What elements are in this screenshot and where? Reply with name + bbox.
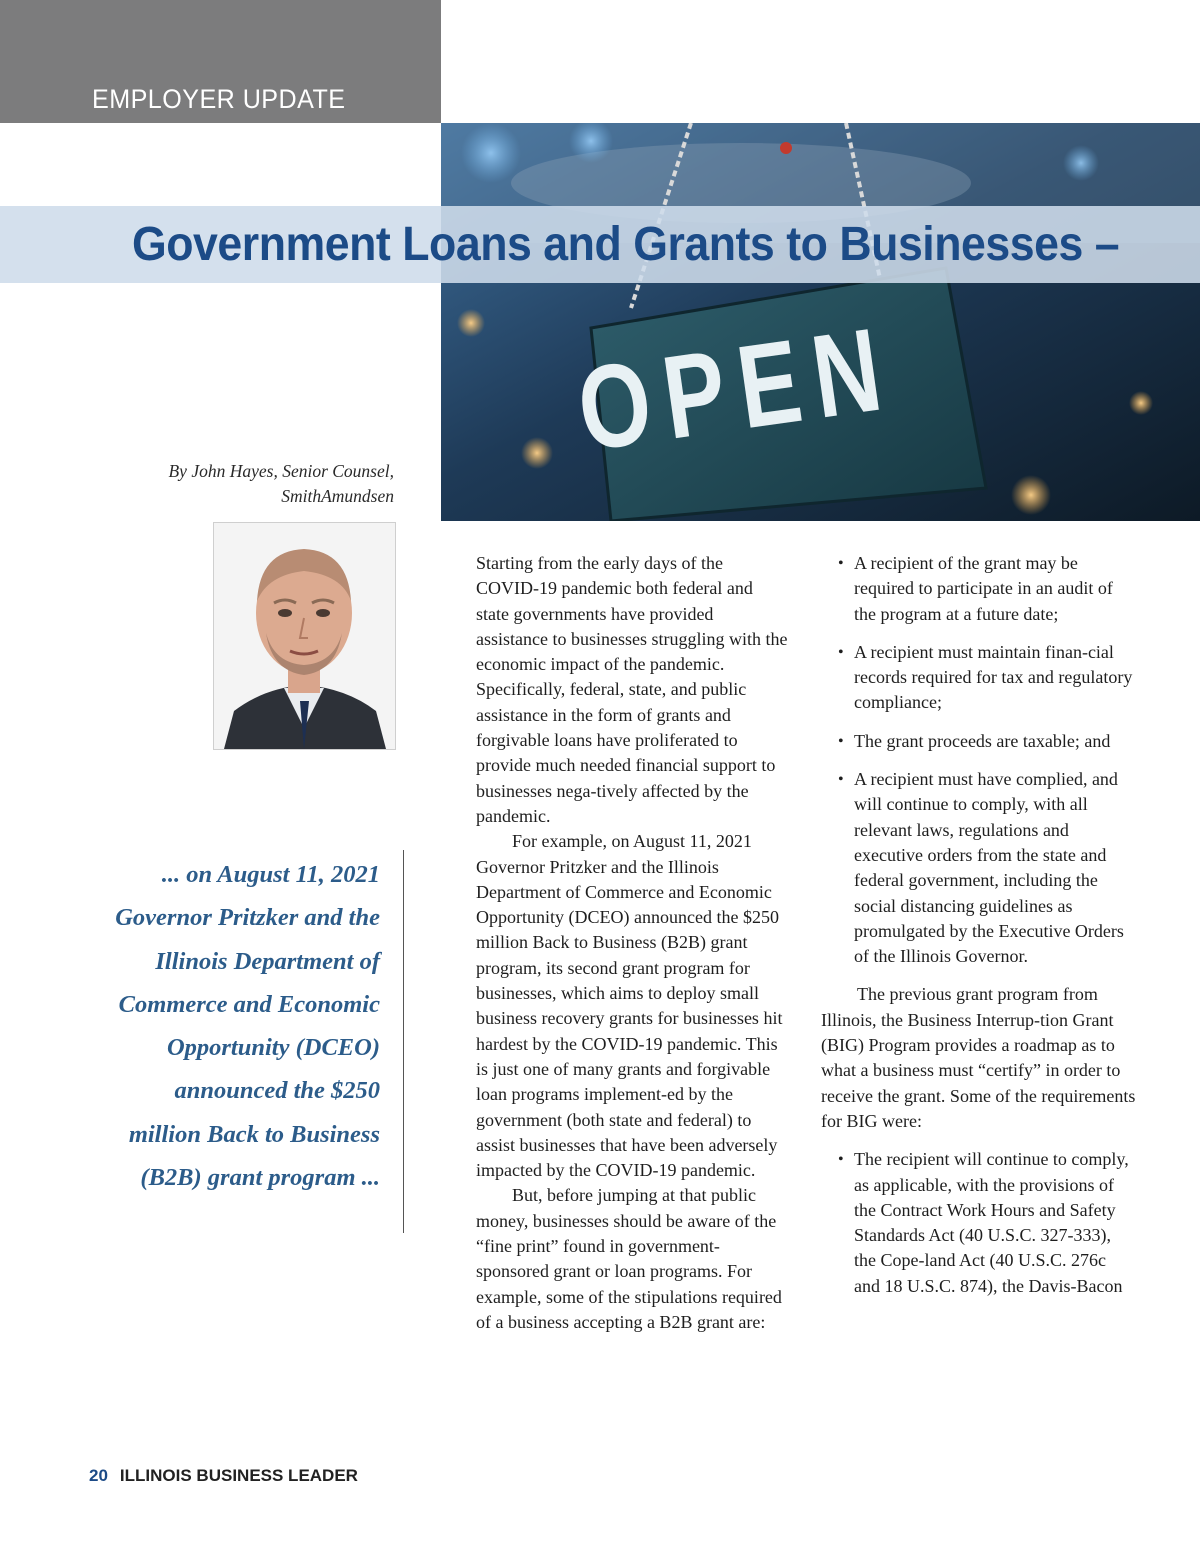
paragraph: The previous grant program from Illinois, the Business Interrup-tion Grant (BIG) Program provides a roadmap as to what a business must “certify” in order to receive the grant. Some of the requirements for BIG were: <box>821 984 1136 1131</box>
open-sign-illustration <box>441 123 1200 521</box>
pullquote-rule <box>403 850 404 1233</box>
bullet-list <box>821 551 1136 969</box>
page-footer <box>89 1466 358 1486</box>
list-item: • A recipient must have complied, and will continue to comply, with all relevant laws, regulations and executive orders from the state and federal government, including the social distancing guidelines as promulgated by the Executive Orders of the Illinois Governor. <box>821 767 1136 969</box>
list-item: • A recipient must maintain finan-cial records required for tax and regulatory compliance; <box>821 640 1136 716</box>
publication-name: ILLINOIS BUSINESS LEADER <box>119 1466 358 1485</box>
paragraph: Starting from the early days of the COVID-19 pandemic both federal and state governments have provided assistance to businesses struggling with the economic impact of the pandemic. Specifically, federal, state, and public assistance in the form of grants and forgivable loans have proliferated to provide much needed financial support to businesses nega-tively affected by the pandemic. <box>476 553 788 826</box>
section-tab <box>0 0 441 123</box>
paragraph: But, before jumping at that public money, businesses should be aware of the “fine print” found in government-sponsored grant or loan programs. For example, some of the stipulations required of a business accepting a B2B grant are: <box>476 1185 782 1332</box>
author-portrait <box>214 523 395 749</box>
hero-image <box>441 123 1200 521</box>
byline-author: By John Hayes, Senior Counsel, <box>168 461 394 481</box>
byline <box>94 459 394 509</box>
pullquote: ... on August 11, 2021 Governor Pritzker and the Illinois Department of Commerce and Economic Opportunity (DCEO) announced the $250 million Back to Business (B2B) grant program ... <box>115 861 380 1192</box>
sign-text: OPEN <box>570 301 903 477</box>
author-photo <box>213 522 396 750</box>
bullet-list <box>821 1147 1136 1299</box>
article-column-1 <box>476 551 788 1335</box>
headline-band <box>0 206 1200 283</box>
list-item: • The grant proceeds are taxable; and <box>821 729 1136 754</box>
page-number: 20 <box>89 1466 108 1485</box>
section-label: EMPLOYER UPDATE <box>92 84 346 114</box>
article-column-2 <box>821 551 1136 1312</box>
list-item: • The recipient will continue to comply, as applicable, with the provisions of the Contract Work Hours and Safety Standards Act (40 U.S.C. 327-333), the Cope-land Act (40 U.S.C. 276c and 18 U.S.C. 874), the Davis-Bacon <box>821 1147 1136 1299</box>
list-item: • A recipient of the grant may be required to participate in an audit of the program at a future date; <box>821 551 1136 627</box>
headline: Government Loans and Grants to Businesses – <box>132 218 1120 271</box>
paragraph: For example, on August 11, 2021 Governor Pritzker and the Illinois Department of Commerce and Economic Opportunity (DCEO) announced the $250 million Back to Business (B2B) grant program, its second grant program for businesses, which aims to deploy small business recovery grants for businesses hit hardest by the COVID-19 pandemic. This is just one of many grants and forgivable loan programs implement-ed by the government (both state and federal) to assist businesses that have been adversely impacted by the COVID-19 pandemic. <box>476 831 783 1181</box>
byline-firm: SmithAmundsen <box>281 486 394 506</box>
